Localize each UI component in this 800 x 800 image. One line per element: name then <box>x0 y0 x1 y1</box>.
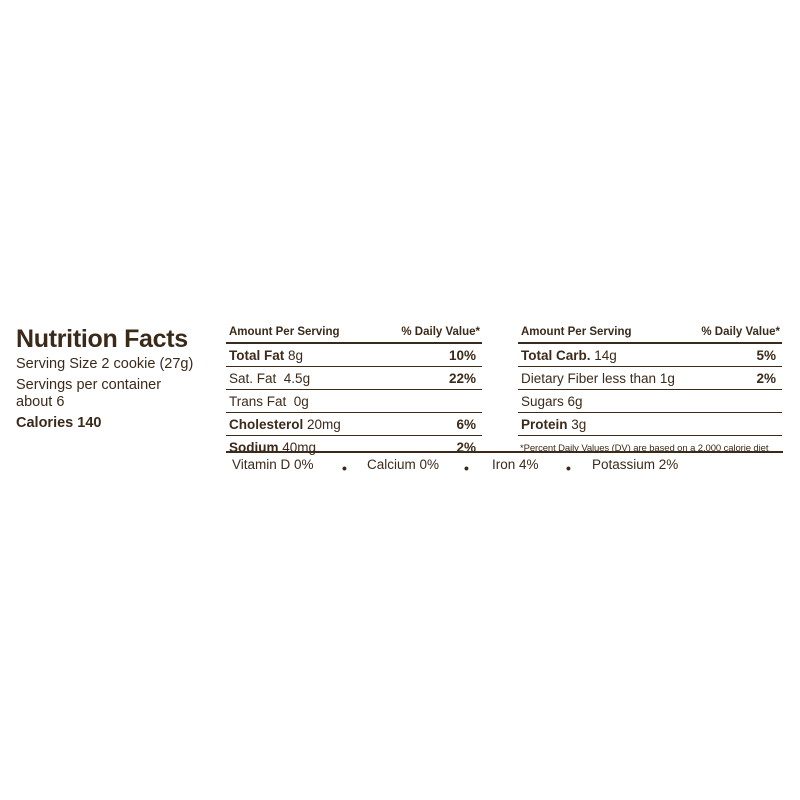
nutrient-column-left <box>226 322 482 458</box>
nutrient-amount: 6g <box>567 393 583 409</box>
nutrient-column-right <box>518 322 782 461</box>
nutrient-row-total-fat <box>226 344 482 367</box>
nutrient-name: Total Carb. <box>521 347 591 363</box>
separator-dot: • <box>566 460 571 476</box>
calories: Calories 140 <box>16 415 102 431</box>
column-header <box>226 322 482 344</box>
nutrient-row-sodium <box>226 436 482 458</box>
nutrient-dv: 22% <box>448 370 476 386</box>
daily-value-label: % Daily Value* <box>701 326 780 338</box>
nutrient-row-sat-fat <box>226 367 482 390</box>
amount-per-serving-label: Amount Per Serving <box>229 326 340 338</box>
nutrient-name: Sodium <box>229 439 279 455</box>
nutrient-row-protein <box>518 413 782 436</box>
nutrient-amount: 3g <box>571 416 587 432</box>
nutrient-name: Sat. Fat <box>229 370 277 386</box>
nutrient-dv: 6% <box>456 416 476 432</box>
daily-value-footnote: *Percent Daily Values (DV) are based on a 2,000 calorie diet <box>520 443 769 454</box>
separator-dot: • <box>342 460 347 476</box>
nutrient-row-cholesterol <box>226 413 482 436</box>
nutrient-amount: 4.5g <box>283 370 311 386</box>
nutrient-row-sugars <box>518 390 782 413</box>
nutrient-name: Cholesterol <box>229 416 304 432</box>
nutrient-name: Sugars <box>521 393 564 409</box>
nutrient-amount: 1g <box>659 370 675 386</box>
calcium: Calcium 0% <box>367 457 440 472</box>
vitamins-divider <box>226 451 783 453</box>
servings-per-container: Servings per container about 6 <box>16 377 162 410</box>
nutrient-row-trans-fat <box>226 390 482 413</box>
nutrient-dv: 2% <box>456 439 476 455</box>
nutrient-row-dietary-fiber <box>518 367 782 390</box>
potassium: Potassium 2% <box>592 457 679 472</box>
serving-size: Serving Size 2 cookie (27g) <box>16 356 194 372</box>
vitamins-row <box>232 457 782 477</box>
nutrient-name: Dietary Fiber less than <box>521 370 657 386</box>
title-block <box>16 325 216 432</box>
nutrient-amount: 20mg <box>307 416 341 432</box>
nutrient-dv: 10% <box>448 347 476 363</box>
nutrient-row-total-carb <box>518 344 782 367</box>
column-header <box>518 322 782 344</box>
nutrition-facts-title: Nutrition Facts <box>16 325 188 353</box>
nutrient-amount: 14g <box>594 347 617 363</box>
nutrient-amount: 40mg <box>282 439 317 455</box>
nutrient-amount: 0g <box>293 393 309 409</box>
nutrient-dv: 2% <box>756 370 776 386</box>
nutrient-amount: 8g <box>288 347 304 363</box>
daily-value-label: % Daily Value* <box>401 326 480 338</box>
nutrient-dv: 5% <box>756 347 776 363</box>
separator-dot: • <box>464 460 469 476</box>
nutrient-name: Protein <box>521 416 568 432</box>
vitamin-d: Vitamin D 0% <box>232 457 314 472</box>
nutrient-name: Total Fat <box>229 347 285 363</box>
iron: Iron 4% <box>492 457 539 472</box>
nutrient-name: Trans Fat <box>229 393 287 409</box>
amount-per-serving-label: Amount Per Serving <box>521 326 632 338</box>
